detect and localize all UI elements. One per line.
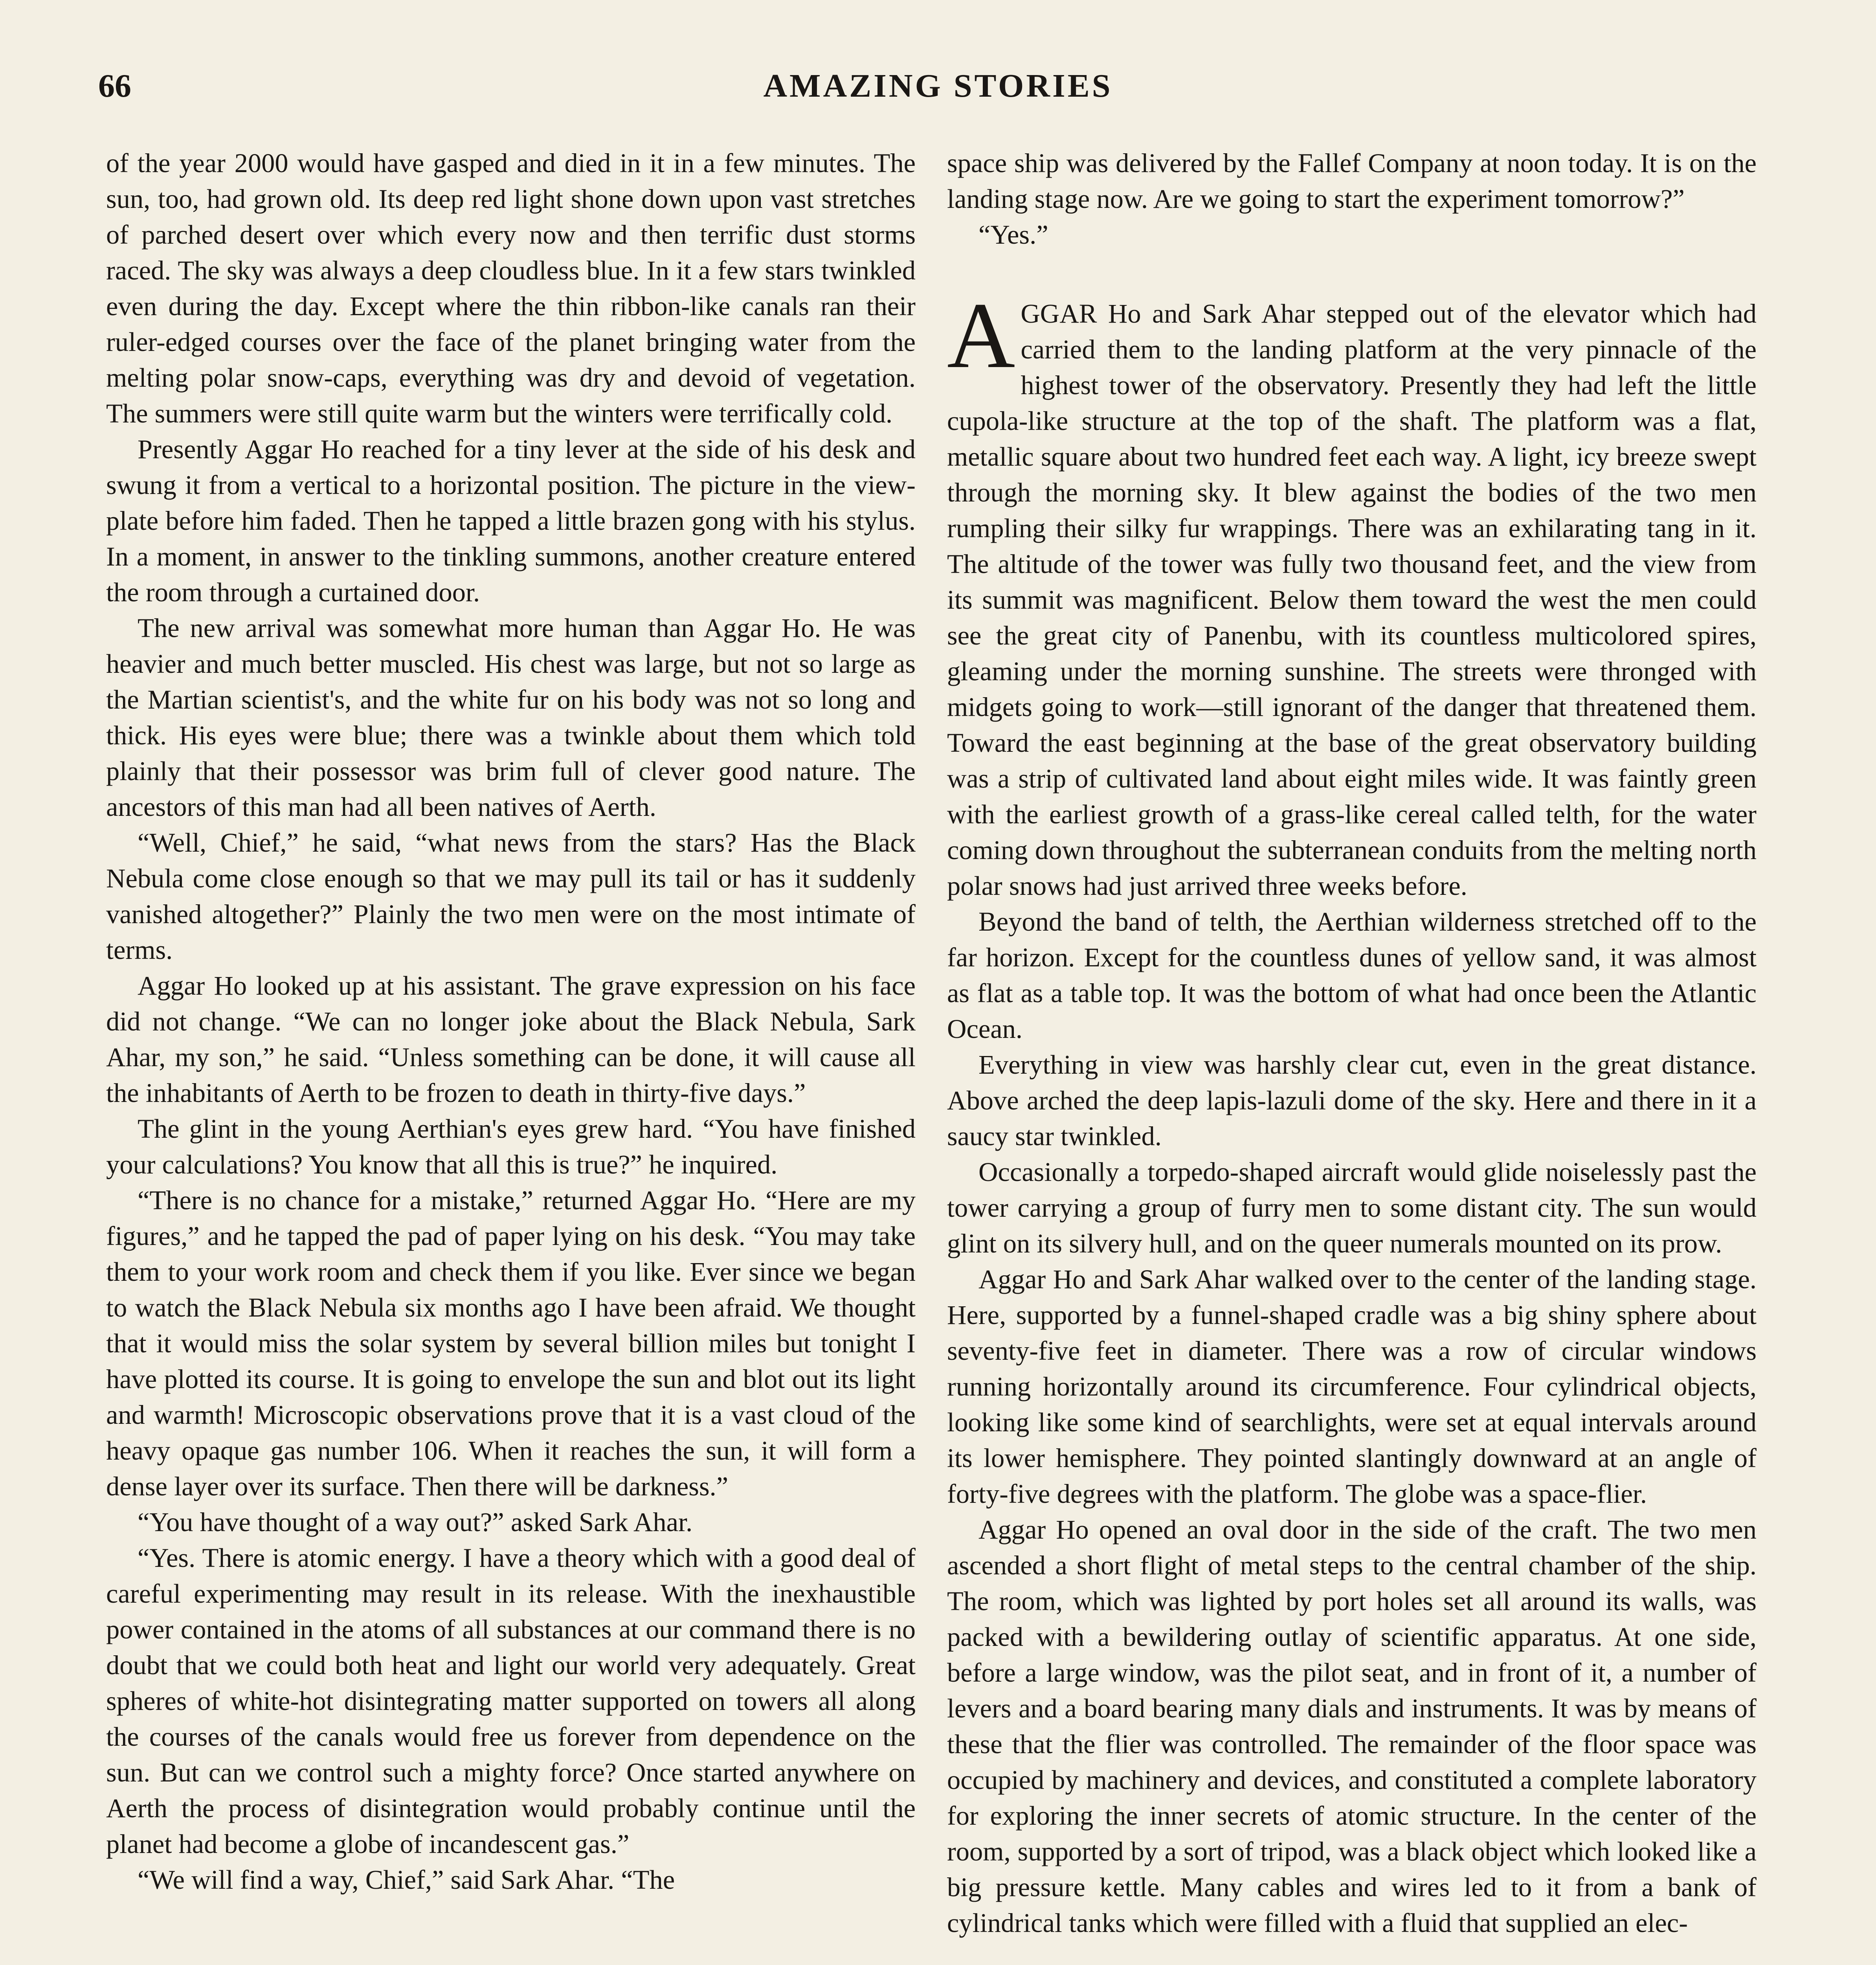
left-column (106, 145, 916, 1965)
paragraph: “You have thought of a way out?” asked Sark Ahar. (138, 1507, 693, 1537)
paragraph: “There is no chance for a mistake,” returned Aggar Ho. “Here are my figures,” and he tapped the pad of paper lying on his desk. “You may take them to your work room and check them if you like. Ever since we began to watch the Black Nebula six months ago I have been afraid. We thought that it would miss the solar system by several billion miles but tonight I have plotted its course. It is going to envelope the sun and blot out its light and warmth! Microscopic observations prove that it is a vast cloud of the heavy opaque gas number 106. When it reaches the sun, it will form a dense layer over its surface. Then there will be darkness.” (106, 1185, 916, 1501)
paragraph: Aggar Ho opened an oval door in the side of the craft. The two men ascended a short flight of metal steps to the central chamber of the ship. The room, which was lighted by port holes set all around its walls, was packed with a bewildering outlay of scientific apparatus. At one side, before a large window, was the pilot seat, and in front of it, a number of levers and a board bearing many dials and instruments. It was by means of these that the flier was controlled. The remainder of the floor space was occupied by machinery and devices, and constituted a complete laboratory for exploring the inner secrets of atomic structure. In the center of the room, supported by a sort of tripod, was a black object which looked like a big pressure kettle. Many cables and wires led to it from a bank of cylindrical tanks which were filled with a fluid that supplied an elec- (947, 1515, 1757, 1938)
magazine-title: AMAZING STORIES (763, 68, 1113, 104)
paragraph: Occasionally a torpedo-shaped aircraft would glide noiselessly past the tower carrying a group of furry men to some distant city. The sun would glint on its silvery hull, and on the queer numerals mounted on its prow. (947, 1157, 1757, 1258)
right-column (947, 145, 1757, 1965)
page-header (98, 59, 1778, 122)
paragraph-continuation: space ship was delivered by the Fallef Company at noon today. It is on the landing stage now. Are we going to start the experiment tomorrow?” (947, 148, 1757, 214)
paragraph: The glint in the young Aerthian's eyes grew hard. “You have finished your calculations? You know that all this is true?” he inquired. (106, 1114, 916, 1179)
paragraph: Everything in view was harshly clear cut, even in the great distance. Above arched the deep lapis-lazuli dome of the sky. Here and there in it a saucy star twinkled. (947, 1050, 1757, 1151)
paragraph: “We will find a way, Chief,” said Sark Ahar. “The (138, 1865, 675, 1895)
paragraph: “Well, Chief,” he said, “what news from the stars? Has the Black Nebula come close enough so that we may pull its tail or has it suddenly vanished altogether?” Plainly the two men were on the most intimate of terms. (106, 828, 916, 965)
paragraph: “Yes.” (978, 220, 1048, 250)
section-start-text: GGAR Ho and Sark Ahar stepped out of the elevator which had carried them to the landing platform at the very pinnacle of the highest tower of the observatory. Presently they had left the little cupola-like structure at the top of the shaft. The platform was a flat, metallic square about two hundred feet each way. A light, icy breeze swept through the morning sky. It blew against the bodies of the two men rumpling their silky fur wrappings. There was an exhilarating tang in it. The altitude of the tower was fully two thousand feet, and the view from its summit was magnificent. Below them toward the west the men could see the great city of Panenbu, with its countless multicolored spires, gleaming under the morning sunshine. The streets were thronged with midgets going to work—still ignorant of the danger that threatened them. Toward the east beginning at the base of the great observatory building was a strip of cultivated land about eight miles wide. It was faintly green with the earliest growth of a grass-like cereal called telth, for the water coming down throughout the subterranean conduits from the melting north polar snows had just arrived three weeks before. (947, 299, 1757, 901)
paragraph: The new arrival was somewhat more human than Aggar Ho. He was heavier and much better muscled. His chest was large, but not so large as the Martian scientist's, and the white fur on his body was not so long and thick. His eyes were blue; there was a twinkle about them which told plainly that their possessor was brim full of clever good nature. The ancestors of this man had all been natives of Aerth. (106, 613, 916, 822)
paragraph: Beyond the band of telth, the Aerthian wilderness stretched off to the far horizon. Except for the countless dunes of yellow sand, it was almost as flat as a table top. It was the bottom of what had once been the Atlantic Ocean. (947, 907, 1757, 1044)
paragraph: “Yes. There is atomic energy. I have a theory which with a good deal of careful experimenting may result in its release. With the inexhaustible power contained in the atoms of all substances at our command there is no doubt that we could both heat and light our world very adequately. Great spheres of white-hot disintegrating matter supported on towers all along the courses of the canals would free us forever from dependence on the sun. But can we control such a mighty force? Once started anywhere on Aerth the process of disintegration would probably continue until the planet had become a globe of incandescent gas.” (106, 1543, 916, 1859)
paragraph: Presently Aggar Ho reached for a tiny lever at the side of his desk and swung it from a vertical to a horizontal position. The picture in the view-plate before him faded. Then he tapped a little brazen gong with his stylus. In a moment, in answer to the tinkling summons, another creature entered the room through a curtained door. (106, 434, 916, 607)
paragraph: of the year 2000 would have gasped and died in it in a few minutes. The sun, too, had grown old. Its deep red light shone down upon vast stretches of parched desert over which every now and then terrific dust storms raced. The sky was always a deep cloudless blue. In it a few stars twinkled even during the day. Except where the thin ribbon-like canals ran their ruler-edged courses over the face of the planet bringing water from the melting polar snow-caps, everything was dry and devoid of vegetation. The summers were still quite warm but the winters were terrifically cold. (106, 148, 916, 428)
section-start-paragraph (947, 283, 1757, 904)
drop-cap: A (947, 283, 1015, 387)
paragraph: Aggar Ho looked up at his assistant. The grave expression on his face did not change. “We can no longer joke about the Black Nebula, Sark Ahar, my son,” he said. “Unless something can be done, it will cause all the inhabitants of Aerth to be frozen to death in thirty-five days.” (106, 971, 916, 1108)
page-number: 66 (98, 68, 131, 104)
paragraph: Aggar Ho and Sark Ahar walked over to the center of the landing stage. Here, supported by a funnel-shaped cradle was a big shiny sphere about seventy-five feet in diameter. There was a row of circular windows running horizontally around its circumference. Four cylindrical objects, looking like some kind of searchlights, were set at equal intervals around its lower hemisphere. They pointed slantingly downward at an angle of forty-five degrees with the platform. The globe was a space-flier. (947, 1264, 1757, 1509)
